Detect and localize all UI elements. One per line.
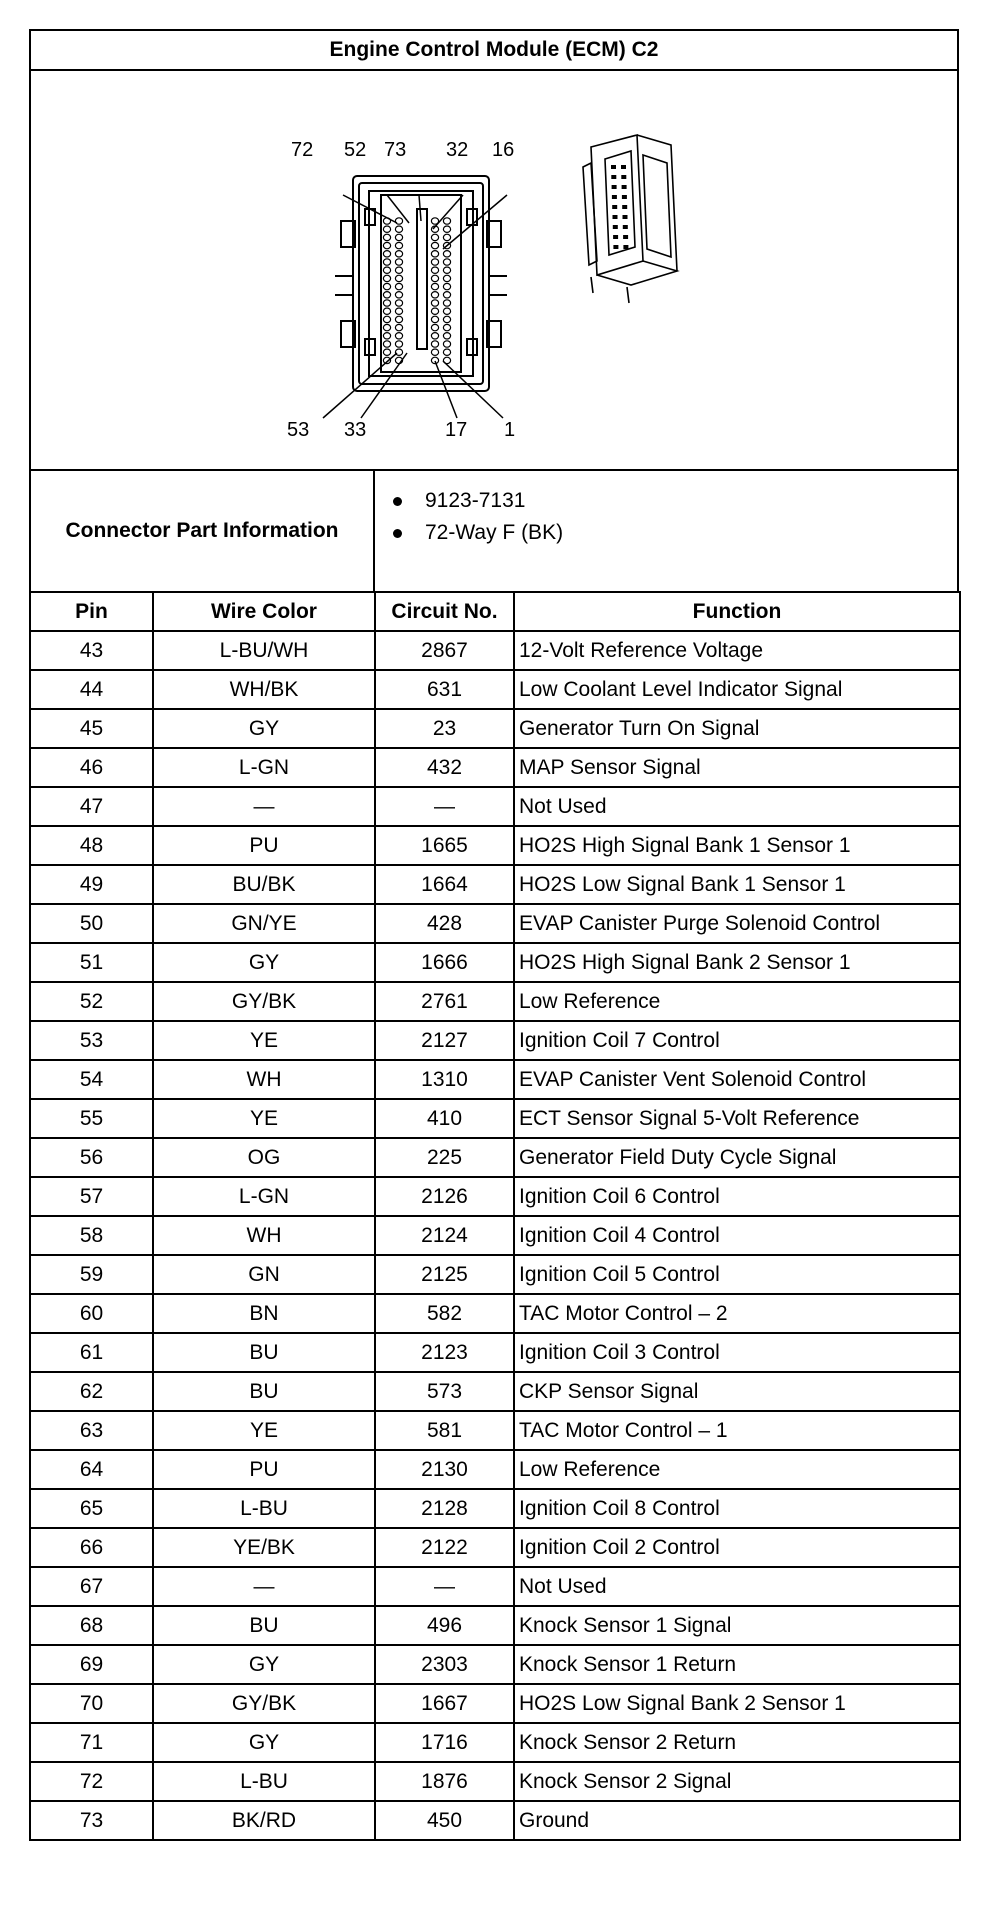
connector-detail-mark — [623, 225, 628, 229]
pin-cavity — [383, 251, 390, 257]
pin-cell: 46 — [30, 748, 153, 787]
function-cell: HO2S Low Signal Bank 1 Sensor 1 — [514, 865, 960, 904]
connector-detail-mark — [612, 185, 617, 189]
pin-cell: 71 — [30, 1723, 153, 1762]
connector-detail-mark — [621, 175, 626, 179]
circuit-no-cell: 582 — [375, 1294, 514, 1333]
table-row — [30, 1021, 960, 1060]
pin-cavity — [395, 251, 402, 257]
connector-detail-mark — [622, 205, 627, 209]
pin-cavity — [431, 349, 438, 355]
function-cell: MAP Sensor Signal — [514, 748, 960, 787]
connector-detail-mark — [611, 175, 616, 179]
function-cell: ECT Sensor Signal 5-Volt Reference — [514, 1099, 960, 1138]
pin-cavity — [443, 259, 450, 265]
pin-callout-73: 73 — [384, 139, 407, 161]
pin-callout-53: 53 — [287, 419, 310, 441]
pin-cell: 63 — [30, 1411, 153, 1450]
bullet-icon — [393, 497, 402, 506]
pin-cavity — [443, 316, 450, 322]
table-row — [30, 826, 960, 865]
function-cell: TAC Motor Control – 1 — [514, 1411, 960, 1450]
connector-detail-mark — [613, 215, 618, 219]
function-cell: Knock Sensor 1 Signal — [514, 1606, 960, 1645]
function-cell: CKP Sensor Signal — [514, 1372, 960, 1411]
table-row — [30, 1567, 960, 1606]
wire-color-cell: PU — [153, 826, 375, 865]
circuit-no-cell: 1664 — [375, 865, 514, 904]
pin-cell: 62 — [30, 1372, 153, 1411]
pin-cavity — [395, 324, 402, 330]
wire-color-cell: L-BU/WH — [153, 631, 375, 670]
pin-cavity — [443, 283, 450, 289]
pin-cavity — [431, 324, 438, 330]
pin-cell: 73 — [30, 1801, 153, 1840]
pin-cavity — [395, 300, 402, 306]
pin-callout-16: 16 — [492, 139, 515, 161]
pin-cell: 64 — [30, 1450, 153, 1489]
pin-cavity — [395, 234, 402, 240]
function-cell: 12-Volt Reference Voltage — [514, 631, 960, 670]
connector-detail-mark — [613, 225, 618, 229]
pin-cavity — [431, 316, 438, 322]
pin-cell: 53 — [30, 1021, 153, 1060]
pin-cell: 58 — [30, 1216, 153, 1255]
function-cell: Not Used — [514, 787, 960, 826]
pin-cavity — [443, 226, 450, 232]
document-title: Engine Control Module (ECM) C2 — [29, 29, 959, 71]
pin-cell: 55 — [30, 1099, 153, 1138]
wire-color-cell: WH/BK — [153, 670, 375, 709]
list-item — [423, 485, 563, 517]
function-cell: TAC Motor Control – 2 — [514, 1294, 960, 1333]
function-cell: Generator Turn On Signal — [514, 709, 960, 748]
pin-cell: 70 — [30, 1684, 153, 1723]
pin-cell: 67 — [30, 1567, 153, 1606]
table-row — [30, 1372, 960, 1411]
circuit-no-cell: 428 — [375, 904, 514, 943]
table-row — [30, 1255, 960, 1294]
pin-cavity — [395, 292, 402, 298]
pin-cavity — [383, 283, 390, 289]
pin-cavity — [383, 341, 390, 347]
wire-color-cell: GY/BK — [153, 1684, 375, 1723]
connector-detail-mark — [613, 245, 618, 249]
pin-cell: 59 — [30, 1255, 153, 1294]
function-cell: Ignition Coil 8 Control — [514, 1489, 960, 1528]
pin-cavity — [383, 292, 390, 298]
function-cell: EVAP Canister Purge Solenoid Control — [514, 904, 960, 943]
pin-cavity — [431, 283, 438, 289]
wire-color-cell: L-GN — [153, 1177, 375, 1216]
pin-cavity — [395, 242, 402, 248]
pin-cavity — [395, 333, 402, 339]
table-row — [30, 1801, 960, 1840]
circuit-no-cell: 225 — [375, 1138, 514, 1177]
pin-cavity — [395, 341, 402, 347]
pin-cavity — [443, 234, 450, 240]
circuit-no-cell: 2128 — [375, 1489, 514, 1528]
header-wire-color: Wire Color — [153, 592, 375, 631]
table-row — [30, 670, 960, 709]
pin-cell: 54 — [30, 1060, 153, 1099]
pin-cavity — [395, 308, 402, 314]
table-row — [30, 1138, 960, 1177]
function-cell: Ignition Coil 3 Control — [514, 1333, 960, 1372]
circuit-no-cell: — — [375, 787, 514, 826]
connector-info-label: Connector Part Information — [29, 469, 375, 593]
pin-cavity — [443, 349, 450, 355]
pin-cell: 61 — [30, 1333, 153, 1372]
pin-cavity — [383, 267, 390, 273]
pin-cavity — [383, 333, 390, 339]
connector-detail-mark — [623, 235, 628, 239]
table-row — [30, 1216, 960, 1255]
connector-detail-mark — [612, 205, 617, 209]
pin-cavity — [443, 275, 450, 281]
connector-detail-mark — [623, 215, 628, 219]
circuit-no-cell: 1716 — [375, 1723, 514, 1762]
circuit-no-cell: 432 — [375, 748, 514, 787]
pin-cavity — [431, 300, 438, 306]
wire-color-cell: — — [153, 1567, 375, 1606]
function-cell: HO2S High Signal Bank 1 Sensor 1 — [514, 826, 960, 865]
wire-color-cell: OG — [153, 1138, 375, 1177]
circuit-no-cell: 2303 — [375, 1645, 514, 1684]
pin-cavity — [395, 275, 402, 281]
wire-color-cell: BU — [153, 1333, 375, 1372]
table-row — [30, 1177, 960, 1216]
table-row — [30, 1450, 960, 1489]
wire-color-cell: L-BU — [153, 1762, 375, 1801]
circuit-no-cell: 631 — [375, 670, 514, 709]
pin-cavity — [443, 333, 450, 339]
function-cell: EVAP Canister Vent Solenoid Control — [514, 1060, 960, 1099]
wire-color-cell: GY — [153, 709, 375, 748]
circuit-no-cell: 496 — [375, 1606, 514, 1645]
table-row — [30, 709, 960, 748]
circuit-no-cell: 2125 — [375, 1255, 514, 1294]
pin-cavity — [395, 316, 402, 322]
wire-color-cell: PU — [153, 1450, 375, 1489]
function-cell: Not Used — [514, 1567, 960, 1606]
wire-color-cell: BU — [153, 1606, 375, 1645]
pin-cavity — [443, 308, 450, 314]
circuit-no-cell: 581 — [375, 1411, 514, 1450]
wire-color-cell: GY — [153, 1723, 375, 1762]
ecm-c2-pinout-document — [29, 29, 959, 1896]
wire-color-cell: GY/BK — [153, 982, 375, 1021]
wire-color-cell: BN — [153, 1294, 375, 1333]
circuit-no-cell: 1667 — [375, 1684, 514, 1723]
connector-3d-view-icon — [583, 135, 677, 303]
circuit-no-cell: 2122 — [375, 1528, 514, 1567]
pin-cavity — [443, 218, 450, 224]
bullet-icon — [393, 529, 402, 538]
pin-cell: 47 — [30, 787, 153, 826]
pin-cavity — [443, 324, 450, 330]
circuit-no-cell: 2126 — [375, 1177, 514, 1216]
circuit-no-cell: 2124 — [375, 1216, 514, 1255]
pin-cavity — [383, 324, 390, 330]
wire-color-cell: BK/RD — [153, 1801, 375, 1840]
connector-face-view-icon — [31, 71, 957, 469]
table-row — [30, 1528, 960, 1567]
function-cell: Generator Field Duty Cycle Signal — [514, 1138, 960, 1177]
function-cell: Low Coolant Level Indicator Signal — [514, 670, 960, 709]
circuit-no-cell: 23 — [375, 709, 514, 748]
table-row — [30, 1684, 960, 1723]
pin-cell: 68 — [30, 1606, 153, 1645]
pin-cavity — [431, 234, 438, 240]
table-row — [30, 1294, 960, 1333]
pin-cavity — [443, 341, 450, 347]
pin-callout-33: 33 — [344, 419, 367, 441]
header-function: Function — [514, 592, 960, 631]
wire-color-cell: YE — [153, 1411, 375, 1450]
pin-cavity — [431, 242, 438, 248]
connector-detail-mark — [621, 165, 626, 169]
connector-info-list — [373, 469, 959, 593]
circuit-no-cell: — — [375, 1567, 514, 1606]
header-pin: Pin — [30, 592, 153, 631]
pin-callout-17: 17 — [445, 419, 468, 441]
pin-cavity — [383, 300, 390, 306]
wire-color-cell: BU — [153, 1372, 375, 1411]
pin-cavity — [395, 259, 402, 265]
table-row — [30, 787, 960, 826]
connector-type: 72-Way F (BK) — [425, 521, 564, 544]
pin-cavity — [443, 300, 450, 306]
table-row — [30, 1606, 960, 1645]
pin-cell: 57 — [30, 1177, 153, 1216]
pin-cavity — [383, 275, 390, 281]
function-cell: Ignition Coil 6 Control — [514, 1177, 960, 1216]
table-row — [30, 1060, 960, 1099]
circuit-no-cell: 2761 — [375, 982, 514, 1021]
pin-cavity — [431, 259, 438, 265]
header-circuit-no: Circuit No. — [375, 592, 514, 631]
table-row — [30, 865, 960, 904]
table-header-row — [30, 592, 960, 631]
pin-cell: 49 — [30, 865, 153, 904]
connector-detail-mark — [622, 195, 627, 199]
list-item — [423, 517, 563, 549]
circuit-no-cell: 410 — [375, 1099, 514, 1138]
table-row — [30, 1723, 960, 1762]
circuit-no-cell: 1665 — [375, 826, 514, 865]
pin-cavity — [431, 308, 438, 314]
wire-color-cell: — — [153, 787, 375, 826]
pin-cavity — [383, 259, 390, 265]
table-row — [30, 943, 960, 982]
pin-cell: 43 — [30, 631, 153, 670]
table-row — [30, 1645, 960, 1684]
pin-cell: 50 — [30, 904, 153, 943]
pin-cell: 45 — [30, 709, 153, 748]
circuit-no-cell: 1666 — [375, 943, 514, 982]
connector-detail-mark — [622, 185, 627, 189]
wire-color-cell: GN — [153, 1255, 375, 1294]
pin-cavity — [383, 242, 390, 248]
function-cell: Knock Sensor 1 Return — [514, 1645, 960, 1684]
connector-detail-mark — [611, 165, 616, 169]
pin-cell: 44 — [30, 670, 153, 709]
wire-color-cell: GN/YE — [153, 904, 375, 943]
pin-cavity — [431, 292, 438, 298]
wire-color-cell: WH — [153, 1060, 375, 1099]
function-cell: Ignition Coil 4 Control — [514, 1216, 960, 1255]
circuit-no-cell: 1310 — [375, 1060, 514, 1099]
table-row — [30, 904, 960, 943]
pin-cell: 52 — [30, 982, 153, 1021]
connector-detail-mark — [612, 195, 617, 199]
circuit-no-cell: 2130 — [375, 1450, 514, 1489]
pin-cavity — [395, 226, 402, 232]
table-row — [30, 748, 960, 787]
circuit-no-cell: 2123 — [375, 1333, 514, 1372]
pin-cavity — [431, 251, 438, 257]
pin-cell: 69 — [30, 1645, 153, 1684]
table-row — [30, 631, 960, 670]
circuit-no-cell: 2127 — [375, 1021, 514, 1060]
pin-cell: 65 — [30, 1489, 153, 1528]
pin-cavity — [383, 308, 390, 314]
wire-color-cell: L-GN — [153, 748, 375, 787]
function-cell: Ground — [514, 1801, 960, 1840]
pin-cell: 72 — [30, 1762, 153, 1801]
wire-color-cell: YE — [153, 1021, 375, 1060]
pin-cell: 48 — [30, 826, 153, 865]
pin-callout-1: 1 — [504, 419, 516, 441]
wire-color-cell: L-BU — [153, 1489, 375, 1528]
pin-cavity — [395, 283, 402, 289]
pin-cavity — [443, 251, 450, 257]
table-row — [30, 1489, 960, 1528]
pin-cavity — [431, 267, 438, 273]
circuit-no-cell: 1876 — [375, 1762, 514, 1801]
pin-cavity — [395, 267, 402, 273]
function-cell: Knock Sensor 2 Return — [514, 1723, 960, 1762]
pin-cell: 51 — [30, 943, 153, 982]
table-row — [30, 1762, 960, 1801]
function-cell: Ignition Coil 7 Control — [514, 1021, 960, 1060]
pin-cavity — [383, 349, 390, 355]
pinout-table — [29, 591, 961, 1841]
pin-callout-32: 32 — [446, 139, 469, 161]
connector-figure — [29, 69, 959, 471]
function-cell: Ignition Coil 5 Control — [514, 1255, 960, 1294]
pin-cell: 56 — [30, 1138, 153, 1177]
wire-color-cell: BU/BK — [153, 865, 375, 904]
pin-cavity — [383, 316, 390, 322]
pin-cavity — [443, 267, 450, 273]
connector-detail-mark — [623, 245, 628, 249]
wire-color-cell: GY — [153, 943, 375, 982]
circuit-no-cell: 2867 — [375, 631, 514, 670]
table-row — [30, 982, 960, 1021]
pin-cavity — [431, 333, 438, 339]
pin-callout-72: 72 — [291, 139, 314, 161]
wire-color-cell: YE — [153, 1099, 375, 1138]
pin-callout-52: 52 — [344, 139, 367, 161]
pin-cavity — [383, 234, 390, 240]
function-cell: Knock Sensor 2 Signal — [514, 1762, 960, 1801]
part-number: 9123-7131 — [425, 489, 526, 512]
pin-cavity — [383, 226, 390, 232]
pin-cell: 60 — [30, 1294, 153, 1333]
function-cell: HO2S High Signal Bank 2 Sensor 1 — [514, 943, 960, 982]
pin-cavity — [431, 341, 438, 347]
table-row — [30, 1333, 960, 1372]
connector-detail-mark — [613, 235, 618, 239]
table-row — [30, 1099, 960, 1138]
function-cell: HO2S Low Signal Bank 2 Sensor 1 — [514, 1684, 960, 1723]
wire-color-cell: GY — [153, 1645, 375, 1684]
function-cell: Low Reference — [514, 1450, 960, 1489]
circuit-no-cell: 450 — [375, 1801, 514, 1840]
pin-cavity — [431, 275, 438, 281]
wire-color-cell: YE/BK — [153, 1528, 375, 1567]
wire-color-cell: WH — [153, 1216, 375, 1255]
pin-cell: 66 — [30, 1528, 153, 1567]
pin-cavity — [443, 292, 450, 298]
circuit-no-cell: 573 — [375, 1372, 514, 1411]
function-cell: Ignition Coil 2 Control — [514, 1528, 960, 1567]
function-cell: Low Reference — [514, 982, 960, 1021]
table-row — [30, 1411, 960, 1450]
